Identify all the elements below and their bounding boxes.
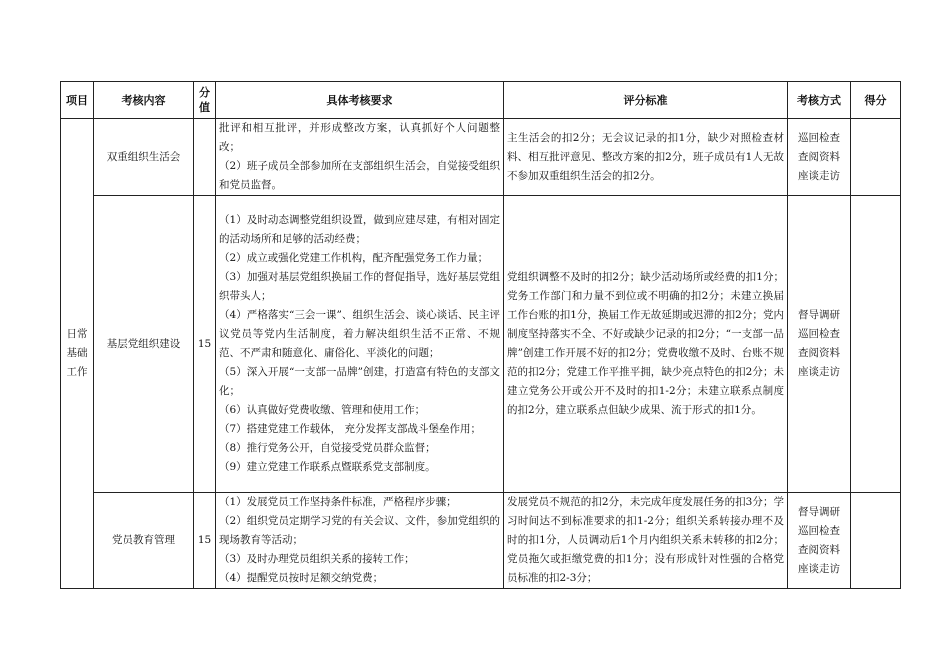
requirement-item: （6）认真做好党费收缴、管理和使用工作；: [219, 404, 426, 416]
header-result: 得分: [851, 82, 901, 119]
header-row: [61, 82, 901, 119]
result-cell: [851, 119, 901, 196]
method-item: 查阅资料: [798, 150, 840, 163]
requirement-item: （9）建立党建工作联系点暨联系党支部制度。: [219, 461, 436, 473]
content-cell: 基层党组织建设: [94, 196, 194, 493]
criteria-cell: 发展党员不规范的扣2分，未完成年度发展任务的扣3分；学习时间达不到标准要求的扣1-2分；组织关系转接办理不及时的扣1分，人员调动后1个月内组织关系未转移的扣2分；党员拖欠或拒缴党费的扣1分；没有形成针对性强的合格党员标准的扣2-3分；: [504, 493, 788, 589]
method-item: 座谈走访: [798, 169, 840, 182]
method-item: 查阅资料: [798, 543, 840, 556]
requirement-item: （4）提醒党员按时足额交纳党费；: [219, 572, 384, 584]
method-item: 查阅资料: [798, 347, 840, 359]
assessment-table: [60, 81, 901, 589]
requirement-item: （3）加强对基层党组织换届工作的督促指导，选好基层党组织带头人；: [219, 271, 500, 302]
header-project: 项目: [61, 82, 94, 119]
header-content: 考核内容: [94, 82, 194, 119]
category-cell: [61, 119, 94, 589]
requirement-item: 批评和相互批评，并形成整改方案，认真抓好个人问题整改；: [219, 122, 500, 153]
method-item: 巡回检查: [798, 524, 840, 537]
criteria-cell: 主生活会的扣2分；无会议记录的扣1分，缺少对照检查材料、相互批评意见、整改方案的扣2分，班子成员有1人无故不参加双重组织生活会的扣2分。: [504, 119, 788, 196]
requirements-cell: [216, 119, 504, 196]
requirement-item: （4）严格落实“三会一课”、组织生活会、谈心谈话、民主评议党员等党内生活制度，着力解决组织生活不正常、不规范、不严肃和随意化、庸俗化、平淡化的问题；: [219, 309, 500, 359]
method-item: 座谈走访: [798, 562, 840, 575]
requirement-item: （3）及时办理党员组织关系的接转工作；: [219, 553, 415, 565]
category-line: 工作: [66, 366, 88, 378]
content-cell: 党员教育管理: [94, 493, 194, 589]
category-line: 日常: [66, 328, 88, 340]
criteria-cell: 党组织调整不及时的扣2分；缺少活动场所或经费的扣1分；党务工作部门和力量不到位或不明确的扣2分；未建立换届工作台账的扣1分，换届工作无故延期或迟滞的扣2分；党内制度坚持落实不全、不好或缺少记录的扣2分；“一支部一品牌”创建工作开展不好的扣2分；党费收缴不及时、台账不规范的扣2分；党建工作平推平拥，缺少亮点特色的扣2分；未建立党务公开或公开不及时的扣1-2分；未建立联系点制度的扣2分，建立联系点但缺少成果、流于形式的扣1分。: [504, 196, 788, 493]
category-line: 基础: [66, 347, 88, 359]
method-cell: [788, 196, 851, 493]
content-cell: 双重组织生活会: [94, 119, 194, 196]
method-item: 督导调研: [798, 309, 840, 321]
method-item: 座谈走访: [798, 366, 840, 378]
requirement-item: （1）及时动态调整党组织设置，做到应建尽建，有相对固定的活动场所和足够的活动经费；: [219, 214, 500, 245]
requirement-item: （2）成立或强化党建工作机构，配齐配强党务工作力量；: [219, 252, 489, 264]
requirements-cell: [216, 493, 504, 589]
method-cell: [788, 119, 851, 196]
header-score: [194, 82, 216, 119]
header-criteria: 评分标准: [504, 82, 788, 119]
table-row: [61, 493, 901, 589]
method-item: 巡回检查: [798, 131, 840, 144]
method-item: 督导调研: [798, 505, 840, 518]
requirement-item: （7）搭建党建工作载体， 充分发挥支部战斗堡垒作用；: [219, 423, 482, 435]
requirement-item: （2）组织党员定期学习党的有关会议、文件，参加党组织的现场教育等活动；: [219, 515, 500, 546]
requirement-item: （5）深入开展“一支部一品牌”创建，打造富有特色的支部文化；: [219, 366, 500, 397]
table-row: [61, 196, 901, 493]
header-method: 考核方式: [788, 82, 851, 119]
header-score-line-1: 分: [199, 86, 210, 99]
requirements-cell: [216, 196, 504, 493]
result-cell: [851, 493, 901, 589]
requirement-item: （8）推行党务公开，自觉接受党员群众监督；: [219, 442, 436, 454]
score-cell: 15: [194, 196, 216, 493]
requirement-item: （2）班子成员全部参加所在支部组织生活会，自觉接受组织和党员监督。: [219, 160, 500, 191]
method-cell: [788, 493, 851, 589]
result-cell: [851, 196, 901, 493]
score-cell: 15: [194, 493, 216, 589]
score-cell: [194, 119, 216, 196]
table-row: [61, 119, 901, 196]
header-score-line-2: 值: [199, 101, 210, 114]
header-requirements: 具体考核要求: [216, 82, 504, 119]
requirement-item: （1）发展党员工作坚持条件标准，严格程序步骤；: [219, 496, 457, 508]
method-item: 巡回检查: [798, 328, 840, 340]
